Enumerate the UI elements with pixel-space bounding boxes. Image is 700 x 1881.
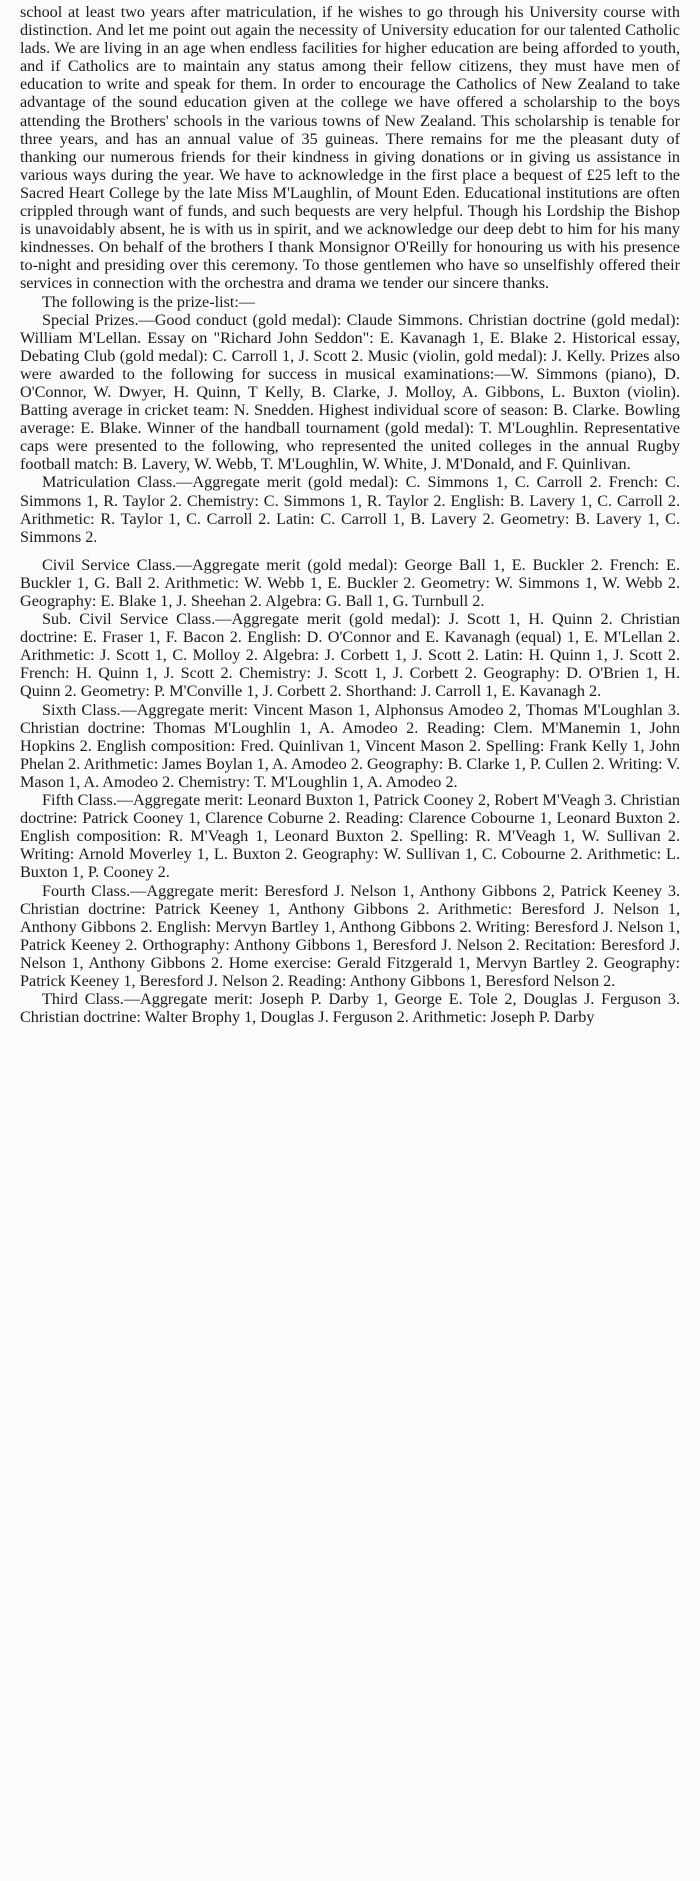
- special-prizes-paragraph: Special Prizes.—Good conduct (gold medal): Claude Simmons. Christian doctrine (gold medal): William M'Lellan. Essay on "Richard John Seddon": E. Kavanagh 1, E. Blake 2. Historical essay, Debating Club (gold medal): C. Carroll 1, J. Scott 2. Music (violin, gold medal): J. Kelly. Prizes also were awarded to the following for success in musical examinations:—W. Simmons (piano), D. O'Connor, W. Dwyer, H. Quinn, T Kelly, B. Clarke, J. Molloy, A. Gibbons, L. Buxton (violin). Batting average in cricket team: N. Snedden. Highest individual score of season: B. Clarke. Bowling average: E. Blake. Winner of the handball tournament (gold medal): T. M'Loughlin. Representative caps were presented to the following, who represented the united colleges in the annual Rugby football match: B. Lavery, W. Webb, T. M'Loughlin, W. White, J. M'Donald, and F. Quinlivan.: [20, 310, 680, 474]
- prize-list-intro: The following is the prize-list:—: [42, 292, 256, 311]
- matriculation-class-paragraph: Matriculation Class.—Aggregate merit (gold medal): C. Simmons 1, C. Carroll 2. French: C. Simmons 1, R. Taylor 2. Chemistry: C. Simmons 1, R. Taylor 2. English: B. Lavery 1, C. Carroll 2. Arithmetic: R. Taylor 1, C. Carroll 2. Latin: C. Carroll 1, B. Lavery 2. Geometry: B. Lavery 1, C. Simmons 2.: [20, 473, 680, 546]
- civil-service-class-paragraph: Civil Service Class.—Aggregate merit (gold medal): George Ball 1, E. Buckler 2. French: E. Buckler 1, G. Ball 2. Arithmetic: W. Webb 1, E. Buckler 2. Geometry: W. Simmons 1, W. Webb 2. Geography: E. Blake 1, J. Sheehan 2. Algebra: G. Ball 1, G. Turnbull 2.: [20, 555, 680, 610]
- sub-civil-service-class-paragraph: Sub. Civil Service Class.—Aggregate merit (gold medal): J. Scott 1, H. Quinn 2. Christian doctrine: E. Fraser 1, F. Bacon 2. English: D. O'Connor and E. Kavanagh (equal) 1, E. M'Lellan 2. Arithmetic: J. Scott 1, C. Molloy 2. Algebra: J. Corbett 1, J. Scott 2. Latin: H. Quinn 1, J. Scott 2. French: H. Quinn 1, J. Scott 2. Chemistry: J. Scott 1, J. Corbett 2. Geography: D. O'Brien 1, H. Quinn 2. Geometry: P. M'Conville 1, J. Corbett 2. Shorthand: J. Carroll 1, E. Kavanagh 2.: [20, 610, 680, 701]
- fifth-class-paragraph: Fifth Class.—Aggregate merit: Leonard Buxton 1, Patrick Cooney 2, Robert M'Veagh 3. Christian doctrine: Patrick Cooney 1, Clarence Coburne 2. Reading: Clarence Cobourne 1, Leonard Buxton 2. English composition: R. M'Veagh 1, Leonard Buxton 2. Spelling: R. M'Veagh 1, W. Sullivan 2. Writing: Arnold Moverley 1, L. Buxton 2. Geography: W. Sullivan 1, C. Cobourne 2. Arithmetic: L. Buxton 1, P. Cooney 2.: [20, 791, 680, 882]
- speech-paragraph: school at least two years after matriculation, if he wishes to go through his University course with distinction. And let me point out again the necessity of University education for our talented Catholic lads. We are living in an age when endless facilities for higher education are being afforded to youth, and if Catholics are to maintain any status among their fellow citizens, they must have men of education to write and speak for them. In order to encourage the Catholics of New Zealand to take advantage of the sound education given at the college we have offered a scholarship to the boys attending the Brothers' schools in the various towns of New Zealand. This scholarship is tenable for three years, and has an annual value of 35 guineas. There remains for me the pleasant duty of thanking our numerous friends for their kindness in giving donations or in giving us assistance in various ways during the year. We have to acknowledge in the first place a bequest of £25 left to the Sacred Heart College by the late Miss M'Laughlin, of Mount Eden. Educational institutions are often crippled through want of funds, and such bequests are very helpful. Though his Lordship the Bishop is unavoidably absent, he is with us in spirit, and we acknowledge our deep debt to him for his many kindnesses. On behalf of the brothers I thank Monsignor O'Reilly for honouring us with his presence to-night and presiding over this ceremony. To those gentlemen who have so unselfishly offered their services in connection with the orchestra and drama we tender our sincere thanks.: [20, 3, 680, 293]
- sixth-class-paragraph: Sixth Class.—Aggregate merit: Vincent Mason 1, Alphonsus Amodeo 2, Thomas M'Loughlan 3. Christian doctrine: Thomas M'Loughlin 1, A. Amodeo 2. Reading: Clem. M'Manemin 1, John Hopkins 2. English composition: Fred. Quinlivan 1, Vincent Mason 2. Spelling: Frank Kelly 1, John Phelan 2. Arithmetic: James Boylan 1, A. Amodeo 2. Geography: B. Clarke 1, P. Cullen 2. Writing: V. Mason 1, A. Amodeo 2. Chemistry: T. M'Loughlin 1, A. Amodeo 2.: [20, 700, 680, 791]
- fourth-class-paragraph: Fourth Class.—Aggregate merit: Beresford J. Nelson 1, Anthony Gibbons 2, Patrick Keeney 3. Christian doctrine: Patrick Keeney 1, Anthony Gibbons 2. Arithmetic: Beresford J. Nelson 1, Anthony Gibbons 2. English: Mervyn Bartley 1, Anthong Gibbons 2. Writing: Beresford J. Nelson 1, Patrick Keeney 2. Orthography: Anthony Gibbons 1, Beresford J. Nelson 2. Recitation: Beresford J. Nelson 1, Anthony Gibbons 2. Home exercise: Gerald Fitzgerald 1, Mervyn Bartley 2. Geography: Patrick Keeney 1, Beresford J. Nelson 2. Reading: Anthony Gibbons 1, Beresford Nelson 2.: [20, 881, 680, 990]
- third-class-paragraph: Third Class.—Aggregate merit: Joseph P. Darby 1, George E. Tole 2, Douglas J. Ferguson 3. Christian doctrine: Walter Brophy 1, Douglas J. Ferguson 2. Arithmetic: Joseph P. Darby: [20, 990, 680, 1027]
- article-column: [20, 3, 680, 1026]
